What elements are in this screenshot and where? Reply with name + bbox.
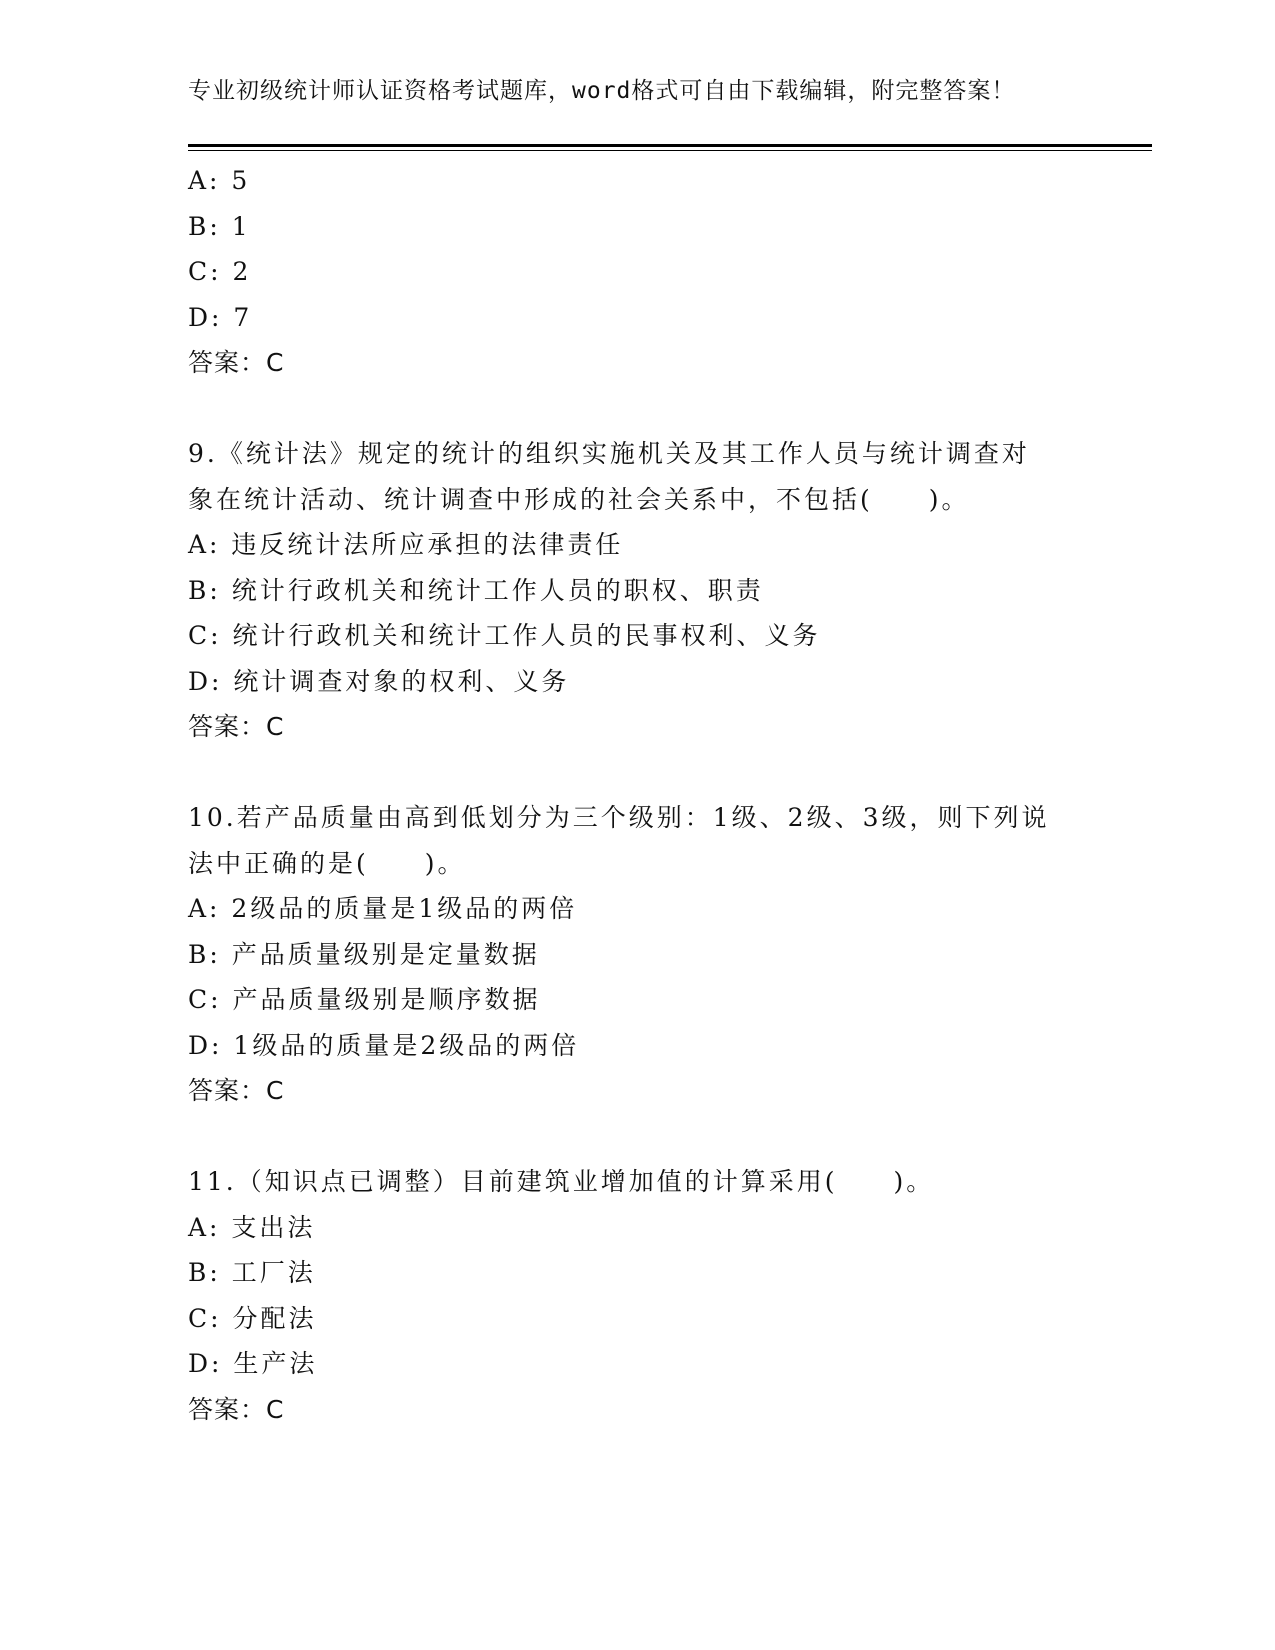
option-b: B: 工厂法 — [188, 1258, 316, 1287]
answer-label: 答案：C — [188, 1076, 285, 1105]
question-stem-continued: 象在统计活动、统计调查中形成的社会关系中，不包括( )。 — [188, 484, 970, 514]
option-a: A: 5 — [188, 166, 251, 195]
option-d: D: 生产法 — [188, 1349, 318, 1378]
option-a: A: 违反统计法所应承担的法律责任 — [188, 530, 624, 559]
answer-label: 答案：C — [188, 1394, 285, 1424]
option-c: C: 产品质量级别是顺序数据 — [188, 985, 541, 1014]
answer-label: 答案：C — [188, 348, 285, 377]
question-9-block — [188, 431, 1088, 750]
question-stem: 10.若产品质量由高到低划分为三个级别：1级、2级、3级，则下列说 — [188, 803, 1050, 832]
option-a: A: 支出法 — [188, 1212, 316, 1242]
question-8-block — [188, 158, 1088, 386]
option-b: B: 1 — [188, 211, 251, 241]
question-10-block — [188, 795, 1088, 1114]
header-rule-thin — [188, 150, 1152, 151]
question-stem: 9.《统计法》规定的统计的组织实施机关及其工作人员与统计调查对 — [188, 439, 1030, 468]
option-d: D: 统计调查对象的权利、义务 — [188, 666, 570, 696]
option-b: B: 统计行政机关和统计工作人员的职权、职责 — [188, 575, 764, 605]
page-header: 专业初级统计师认证资格考试题库，word格式可自由下载编辑，附完整答案！ — [188, 78, 1016, 104]
option-b: B: 产品质量级别是定量数据 — [188, 939, 540, 969]
option-c: C: 统计行政机关和统计工作人员的民事权利、义务 — [188, 621, 821, 650]
question-stem-continued: 法中正确的是( )。 — [188, 848, 466, 878]
option-c: C: 2 — [188, 257, 252, 286]
option-d: D: 7 — [188, 302, 253, 332]
spacer — [188, 1114, 1088, 1160]
question-content — [188, 158, 1088, 1432]
answer-label: 答案：C — [188, 712, 285, 741]
spacer — [188, 386, 1088, 432]
option-d: D: 1级品的质量是2级品的两倍 — [188, 1030, 580, 1060]
option-a: A: 2级品的质量是1级品的两倍 — [188, 894, 578, 923]
spacer — [188, 750, 1088, 796]
question-stem: 11.（知识点已调整）目前建筑业增加值的计算采用( )。 — [188, 1167, 935, 1196]
option-c: C: 分配法 — [188, 1303, 317, 1333]
header-rule-thick — [188, 144, 1152, 147]
question-11-block — [188, 1159, 1088, 1432]
